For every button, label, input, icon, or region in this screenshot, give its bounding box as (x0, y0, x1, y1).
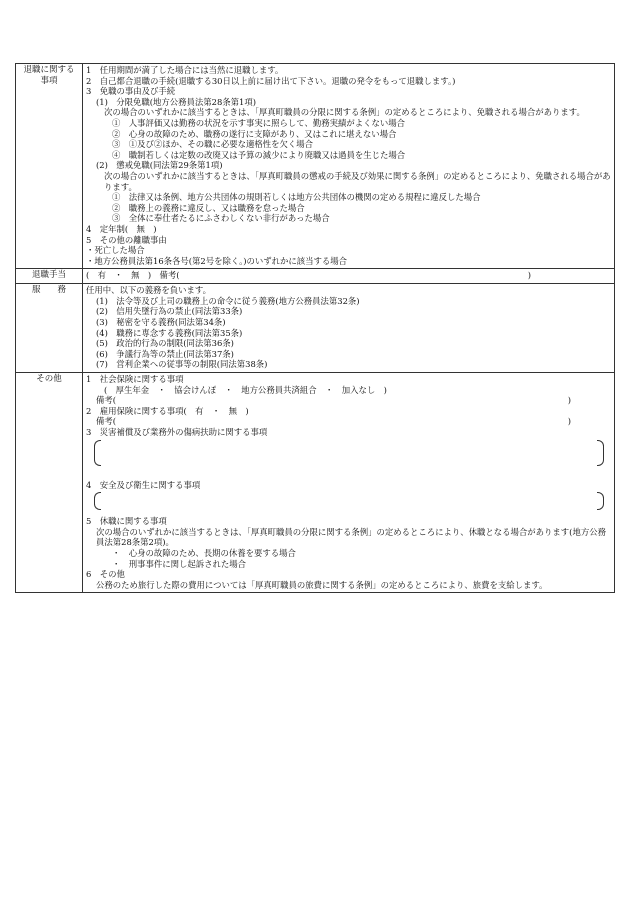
retirement-sub-1-a: ① 人事評価又は勤務の状況を示す事実に照らして、勤務実績がよくない場合 (112, 117, 405, 128)
employment-insurance-note (86, 416, 611, 427)
right-bracket (597, 492, 604, 510)
employment-note-open: 備考( (96, 416, 117, 427)
duty-item-5: (5) 政治的行為の制限(同法第36条) (96, 338, 234, 349)
social-note-close: ) (567, 395, 571, 406)
duty-item-6: (6) 争議行為等の禁止(同法第37条) (96, 348, 234, 359)
duty-item-2: (2) 信用失墜行為の禁止(同法第33条) (96, 306, 243, 317)
retirement-item-5-a: ・死亡した場合 (86, 245, 145, 256)
terms-table (15, 63, 615, 593)
retirement-sub-1-c: ③ ①及び②ほか、その職に必要な適格性を欠く場合 (112, 139, 313, 150)
header-duty: 服 務 (16, 284, 83, 373)
duty-item-7: (7) 営利企業への従事等の制限(同法第38条) (96, 359, 268, 370)
misc-title: 6 その他 (86, 569, 125, 580)
allowance-line (86, 270, 611, 281)
leave-title: 5 休職に関する事項 (86, 516, 167, 527)
content-allowance (83, 269, 615, 284)
misc-text: 公務のため旅行した際の費用については「厚真町職員の旅費に関する条例」の定めるところにより、旅費を支給します。 (96, 579, 548, 590)
spacer (86, 472, 611, 480)
retirement-item-2: 2 自己都合退職の手続(退職する30日以上前に届け出て下さい。退職の発令をもって退職します。) (86, 75, 456, 86)
retirement-sub-2-c: ③ 全体に奉仕者たるにふさわしくない非行があった場合 (112, 213, 330, 224)
header-retirement (16, 64, 83, 269)
right-bracket (597, 440, 604, 466)
content-retirement (83, 64, 615, 269)
duty-item-3: (3) 秘密を守る義務(同法第34条) (96, 317, 226, 328)
header-other: その他 (16, 373, 83, 593)
retirement-sub-2-a: ① 法律又は条例、地方公共団体の規則若しくは地方公共団体の機関の定める規程に違反した場合 (112, 192, 481, 203)
retirement-sub-1-b: ② 心身の故障のため、職務の遂行に支障があり、又はこれに堪えない場合 (112, 128, 397, 139)
retirement-item-1: 1 任用期間が満了した場合には当然に退職します。 (86, 65, 284, 75)
leave-item-2: ・ 刑事事件に関し起訴された場合 (112, 558, 246, 569)
safety-hygiene-box (94, 492, 604, 510)
employment-insurance-title: 2 雇用保険に関する事項( 有 ・ 無 ) (86, 405, 249, 416)
allowance-note-close: ) (527, 270, 531, 281)
allowance-options: ( 有 ・ 無 ) 備考( (86, 270, 180, 281)
safety-hygiene-title: 4 安全及び衛生に関する事項 (86, 479, 201, 490)
disaster-compensation-box (94, 440, 604, 466)
document-sheet (15, 63, 615, 593)
social-insurance-options: ( 厚生年金 ・ 協会けんぽ ・ 地方公務員共済組合 ・ 加入なし ) (104, 384, 387, 395)
duty-item-4: (4) 職務に専念する義務(同法第35条) (96, 327, 243, 338)
leave-text: 次の場合のいずれかに該当するときは、「厚真町職員の分限に関する条例」の定めるところにより、休職となる場合があります(地方公務員法第28条第2項)。 (96, 526, 606, 548)
retirement-sub-2-text: 次の場合のいずれかに該当するときは、「厚真町職員の懲戒の手続及び効果に関する条例」の定めるところにより、免職される場合があります。 (104, 170, 611, 192)
content-other (83, 373, 615, 593)
retirement-item-4: 4 定年制( 無 ) (86, 223, 157, 234)
leave-item-1: ・ 心身の故障のため、長期の休養を要する場合 (112, 547, 296, 558)
content-duty (83, 284, 615, 373)
social-insurance-title: 1 社会保険に関する事項 (86, 374, 184, 385)
left-bracket (94, 440, 101, 466)
retirement-sub-1: (1) 分限免職(地方公務員法第28条第1項) (96, 96, 257, 107)
header-retirement-line-2: 事項 (40, 76, 58, 86)
row-retirement (16, 64, 615, 269)
row-allowance (16, 269, 615, 284)
retirement-item-3: 3 免職の事由及び手続 (86, 86, 176, 97)
employment-note-close: ) (567, 416, 571, 427)
retirement-sub-1-text: 次の場合のいずれかに該当するときは、「厚真町職員の分限に関する条例」の定めるところにより、免職される場合があります。 (104, 107, 585, 118)
retirement-item-5-b: ・地方公務員法第16条各号(第2号を除く。)のいずれかに該当する場合 (86, 255, 348, 266)
header-retirement-line-1: 退職に関する (23, 65, 75, 75)
duty-item-1: (1) 法令等及び上司の職務上の命令に従う義務(地方公務員法第32条) (96, 295, 360, 306)
row-duty (16, 284, 615, 373)
left-bracket (94, 492, 101, 510)
retirement-sub-2: (2) 懲戒免職(同法第29条第1項) (96, 160, 223, 171)
social-note-open: 備考( (96, 395, 117, 406)
disaster-compensation-title: 3 災害補償及び業務外の傷病扶助に関する事項 (86, 427, 268, 437)
row-other (16, 373, 615, 593)
duty-intro: 任用中、以下の義務を負います。 (86, 285, 211, 296)
retirement-sub-1-d: ④ 職制若しくは定数の改廃又は予算の減少により廃職又は過員を生じた場合 (112, 149, 406, 160)
header-allowance: 退職手当 (16, 269, 83, 284)
retirement-item-5: 5 その他の離職事由 (86, 234, 167, 245)
retirement-sub-2-b: ② 職務上の義務に違反し、又は職務を怠った場合 (112, 202, 305, 213)
social-insurance-note (86, 395, 611, 406)
